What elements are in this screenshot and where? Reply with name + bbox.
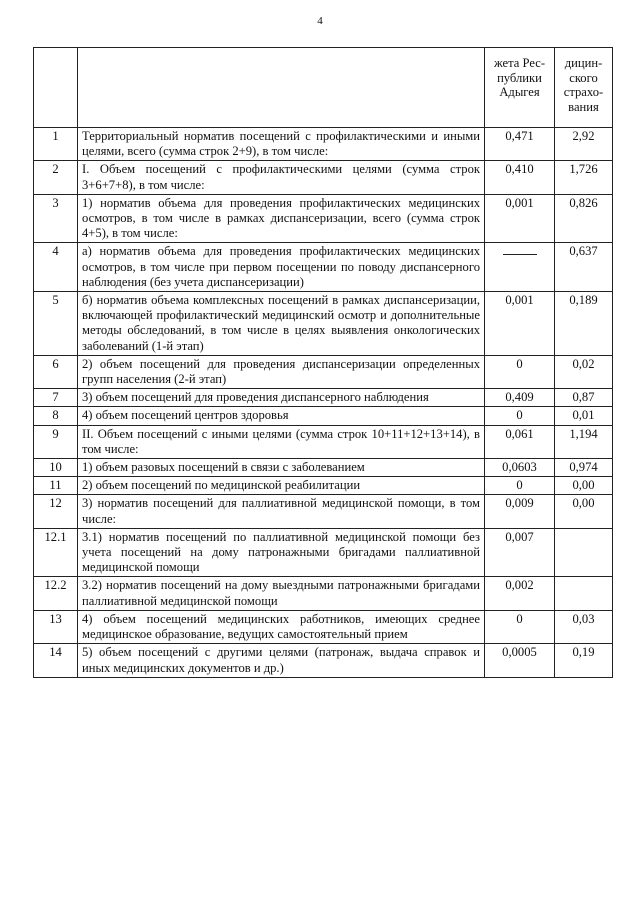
row-number: 5 xyxy=(34,292,78,356)
row-value-adygea: 0,061 xyxy=(485,425,555,458)
table-row xyxy=(34,610,613,643)
row-value-insurance xyxy=(555,577,613,610)
empty-dash xyxy=(503,246,537,255)
row-number: 2 xyxy=(34,161,78,194)
table-row xyxy=(34,577,613,610)
table-row xyxy=(34,292,613,356)
row-description: 3.2) норматив посещений на дому выездными патронажными бригадами паллиативной медицинской помощи xyxy=(78,577,485,610)
row-value-adygea: 0,001 xyxy=(485,194,555,243)
row-number: 4 xyxy=(34,243,78,292)
row-value-insurance: 0,00 xyxy=(555,495,613,528)
row-number: 7 xyxy=(34,389,78,407)
row-number: 1 xyxy=(34,128,78,161)
row-value-insurance: 1,194 xyxy=(555,425,613,458)
row-description: Территориальный норматив посещений с профилактическими и иными целями, всего (сумма строк 2+9), в том числе: xyxy=(78,128,485,161)
row-value-adygea: 0,409 xyxy=(485,389,555,407)
row-description: 2) объем посещений для проведения диспансеризации определенных групп населения (2-й этап) xyxy=(78,355,485,388)
row-value-insurance: 0,87 xyxy=(555,389,613,407)
table-row xyxy=(34,407,613,425)
row-description: 1) норматив объема для проведения профилактических медицинских осмотров, в том числе в рамках диспансеризации, всего (сумма строк 4+5), в том числе: xyxy=(78,194,485,243)
row-value-insurance: 0,19 xyxy=(555,644,613,677)
row-value-adygea: 0,002 xyxy=(485,577,555,610)
row-value-adygea: 0,410 xyxy=(485,161,555,194)
row-value-adygea: 0,0005 xyxy=(485,644,555,677)
row-description: 4) объем посещений медицинских работников, имеющих среднее медицинское образование, ведущих самостоятельный прием xyxy=(78,610,485,643)
row-number: 14 xyxy=(34,644,78,677)
row-description: 2) объем посещений по медицинской реабилитации xyxy=(78,477,485,495)
row-value-insurance: 0,189 xyxy=(555,292,613,356)
row-value-insurance: 0,637 xyxy=(555,243,613,292)
row-value-insurance: 0,03 xyxy=(555,610,613,643)
row-number: 11 xyxy=(34,477,78,495)
row-number: 10 xyxy=(34,459,78,477)
row-number: 6 xyxy=(34,355,78,388)
table-body xyxy=(34,48,613,678)
table-row xyxy=(34,495,613,528)
row-description: I. Объем посещений с профилактическими целями (сумма строк 3+6+7+8), в том числе: xyxy=(78,161,485,194)
table-header-row xyxy=(34,48,613,128)
row-value-adygea xyxy=(485,243,555,292)
row-value-adygea: 0 xyxy=(485,355,555,388)
table-row xyxy=(34,194,613,243)
row-number: 12 xyxy=(34,495,78,528)
table-row xyxy=(34,161,613,194)
table-row xyxy=(34,528,613,577)
row-description: 4) объем посещений центров здоровья xyxy=(78,407,485,425)
row-description: а) норматив объема для проведения профилактических медицинских осмотров, в том числе при первом посещении по поводу диспансерного наблюдения (без учета диспансеризации) xyxy=(78,243,485,292)
row-value-adygea: 0 xyxy=(485,407,555,425)
table-row xyxy=(34,459,613,477)
row-value-adygea: 0 xyxy=(485,477,555,495)
header-insurance-text: дицин- ского страхо- вания xyxy=(563,56,604,114)
header-cell-desc xyxy=(78,48,485,128)
table-row xyxy=(34,389,613,407)
row-value-adygea: 0,007 xyxy=(485,528,555,577)
table-row xyxy=(34,355,613,388)
row-value-insurance: 0,826 xyxy=(555,194,613,243)
norms-table xyxy=(33,47,613,678)
row-number: 8 xyxy=(34,407,78,425)
row-description: б) норматив объема комплексных посещений в рамках диспансеризации, включающей профилактический медицинский осмотр и дополнительные методы обследований, в том числе в целях выявления онкологических заболеваний (1-й этап) xyxy=(78,292,485,356)
row-value-adygea: 0,001 xyxy=(485,292,555,356)
row-description: 3) норматив посещений для паллиативной медицинской помощи, в том числе: xyxy=(78,495,485,528)
row-number: 13 xyxy=(34,610,78,643)
row-value-adygea: 0,471 xyxy=(485,128,555,161)
row-value-adygea: 0 xyxy=(485,610,555,643)
row-value-insurance: 0,02 xyxy=(555,355,613,388)
row-value-insurance: 0,00 xyxy=(555,477,613,495)
row-number: 12.2 xyxy=(34,577,78,610)
header-cell-insurance xyxy=(555,48,613,128)
table-row xyxy=(34,644,613,677)
row-number: 3 xyxy=(34,194,78,243)
row-value-insurance: 0,974 xyxy=(555,459,613,477)
row-number: 12.1 xyxy=(34,528,78,577)
row-number: 9 xyxy=(34,425,78,458)
row-value-insurance xyxy=(555,528,613,577)
table-row xyxy=(34,425,613,458)
row-value-insurance: 0,01 xyxy=(555,407,613,425)
row-value-adygea: 0,0603 xyxy=(485,459,555,477)
row-description: 3.1) норматив посещений по паллиативной медицинской помощи без учета посещений на дому патронажными бригадами паллиативной медицинской помощи xyxy=(78,528,485,577)
table-row xyxy=(34,477,613,495)
header-cell-num xyxy=(34,48,78,128)
header-adygea-text: жета Рес- публики Адыгея xyxy=(493,56,546,99)
row-value-adygea: 0,009 xyxy=(485,495,555,528)
row-value-insurance: 2,92 xyxy=(555,128,613,161)
row-description: 3) объем посещений для проведения диспансерного наблюдения xyxy=(78,389,485,407)
row-description: 1) объем разовых посещений в связи с заболеванием xyxy=(78,459,485,477)
table-row xyxy=(34,243,613,292)
row-value-insurance: 1,726 xyxy=(555,161,613,194)
row-description: II. Объем посещений с иными целями (сумма строк 10+11+12+13+14), в том числе: xyxy=(78,425,485,458)
page-number: 4 xyxy=(317,15,323,27)
row-description: 5) объем посещений с другими целями (патронаж, выдача справок и иных медицинских документов и др.) xyxy=(78,644,485,677)
table-row xyxy=(34,128,613,161)
header-cell-adygea xyxy=(485,48,555,128)
